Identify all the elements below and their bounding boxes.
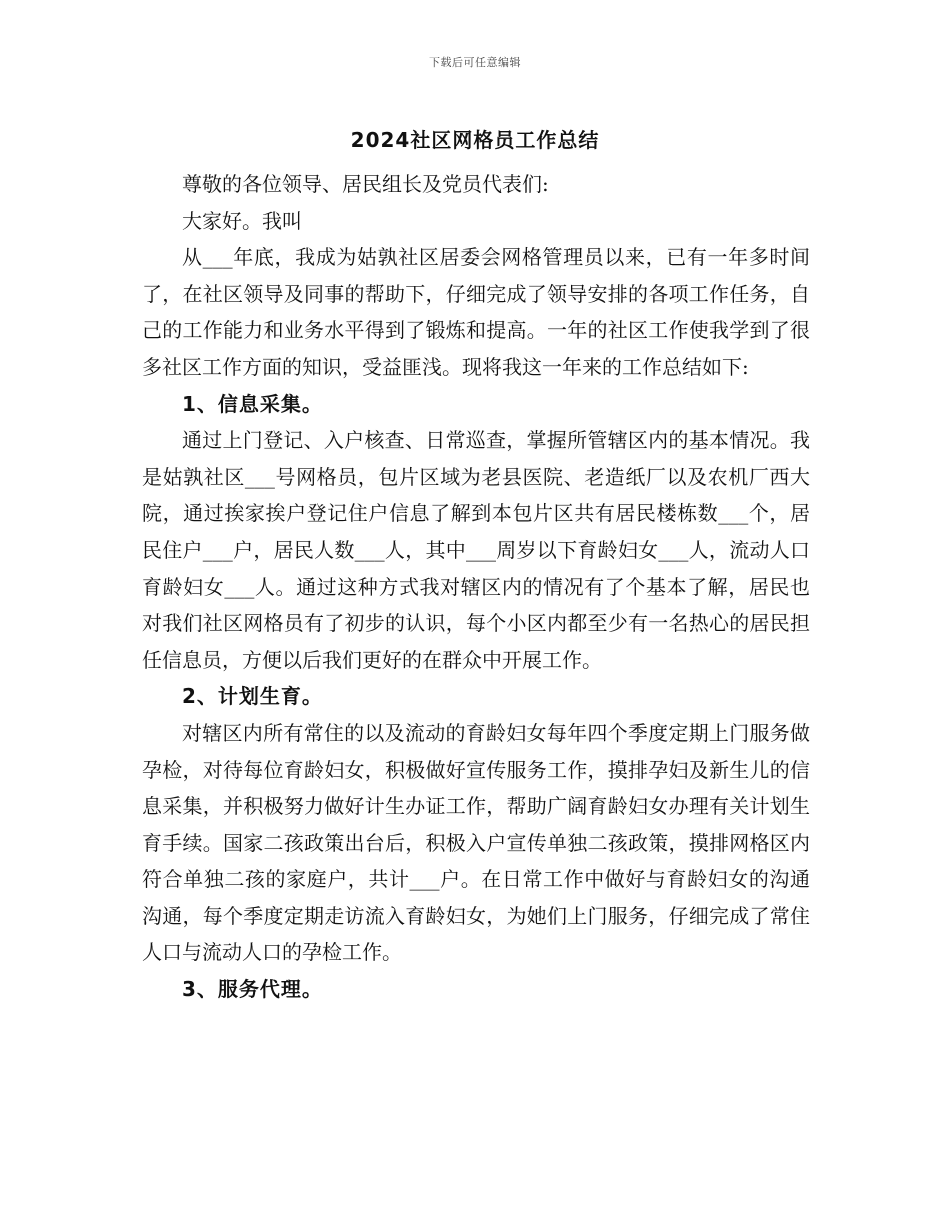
greeting: 大家好。我叫 [182,208,302,233]
document-title: 2024社区网格员工作总结 [350,128,600,152]
page-header-note: 下载后可任意编辑 [429,56,521,69]
section-paragraph-info-collection: 通过上门登记、入户核查、日常巡查，掌握所管辖区内的基本情况。我是姑孰社区___号网格员，包片区域为老县医院、老造纸厂以及农机厂西大院，通过挨家挨户登记住户信息了解到本包片区共有居民楼栋数___个，居民住户___户，居民人数___人，其中___周岁以下育龄妇女___人，流动人口育龄妇女___人。通过这种方式我对辖区内的情况有了个基本了解，居民也对我们社区网格员有了初步的认识，每个小区内都至少有一名热心的居民担任信息员，方便以后我们更好的在群众中开展工作。 [142,428,810,672]
salutation: 尊敬的各位领导、居民组长及党员代表们: [182,172,549,196]
section-heading-family-planning: 2、计划生育。 [182,684,323,709]
document-body [142,166,810,1008]
intro-paragraph: 从___年底，我成为姑孰社区居委会网格管理员以来，已有一年多时间了，在社区领导及同事的帮助下，仔细完成了领导安排的各项工作任务，自己的工作能力和业务水平得到了锻炼和提高。一年的社区工作使我学到了很多社区工作方面的知识，受益匪浅。现将我这一年来的工作总结如下: [142,245,810,379]
section-heading-service-agency: 3、服务代理。 [182,977,323,1002]
section-paragraph-family-planning: 对辖区内所有常住的以及流动的育龄妇女每年四个季度定期上门服务做孕检，对待每位育龄妇女，积极做好宣传服务工作，摸排孕妇及新生儿的信息采集，并积极努力做好计生办证工作，帮助广阔育龄妇女办理有关计划生育手续。国家二孩政策出台后，积极入户宣传单独二孩政策，摸排网格区内符合单独二孩的家庭户，共计___户。在日常工作中做好与育龄妇女的沟通沟通，每个季度定期走访流入育龄妇女，为她们上门服务，仔细完成了常住人口与流动人口的孕检工作。 [142,720,810,965]
section-heading-info-collection: 1、信息采集。 [182,391,323,416]
